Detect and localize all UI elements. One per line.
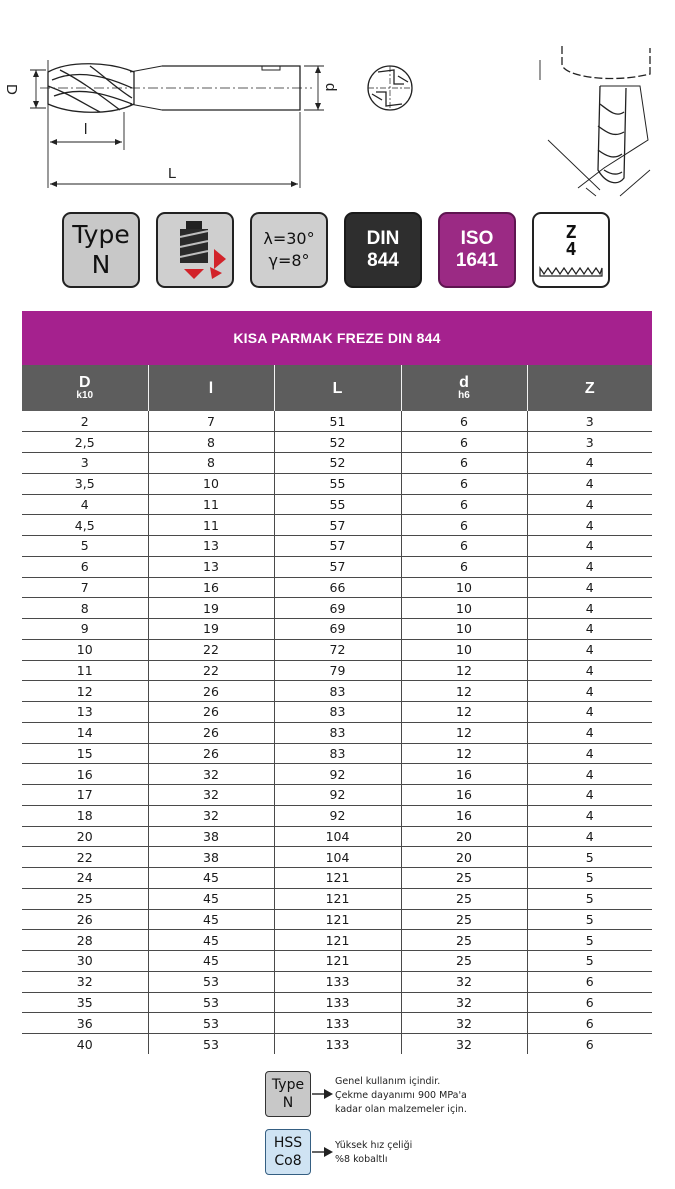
legend-arrow-icon (312, 1088, 334, 1100)
cell-L: 121 (274, 930, 401, 951)
teeth-badge-line1: Z (565, 222, 577, 243)
cell-D: 35 (22, 992, 148, 1013)
table-row (22, 577, 652, 598)
cell-D: 36 (22, 1013, 148, 1034)
cell-l: 38 (148, 826, 274, 847)
cell-d: 32 (401, 992, 527, 1013)
table-row (22, 1034, 652, 1055)
table-row (22, 453, 652, 474)
cell-d: 12 (401, 660, 527, 681)
cell-d: 32 (401, 1034, 527, 1055)
din-badge-line2: 844 (367, 250, 399, 271)
cell-d: 32 (401, 971, 527, 992)
cell-D: 11 (22, 660, 148, 681)
table-row (22, 494, 652, 515)
cell-Z: 6 (527, 971, 652, 992)
legend-type-n-badge (265, 1071, 311, 1117)
cell-d: 16 (401, 785, 527, 806)
cell-d: 6 (401, 515, 527, 536)
cutting-direction-icon (160, 217, 230, 283)
legend-type-line1: Type (271, 1077, 305, 1093)
cell-l: 13 (148, 536, 274, 557)
table-row (22, 702, 652, 723)
cell-D: 20 (22, 826, 148, 847)
cell-l: 53 (148, 1034, 274, 1055)
table-row (22, 868, 652, 889)
legend-type-line2: N (282, 1095, 294, 1111)
cell-d: 25 (401, 951, 527, 972)
cell-d: 20 (401, 847, 527, 868)
cell-d: 12 (401, 702, 527, 723)
cell-l: 26 (148, 681, 274, 702)
legend-hss-line1: HSS (273, 1135, 303, 1151)
legend-hss-co8-badge (265, 1129, 311, 1175)
cell-l: 16 (148, 577, 274, 598)
cell-L: 66 (274, 577, 401, 598)
cell-Z: 4 (527, 515, 652, 536)
table-row (22, 743, 652, 764)
cell-D: 4,5 (22, 515, 148, 536)
cell-l: 26 (148, 722, 274, 743)
iso-badge-line1: ISO (460, 228, 494, 249)
teeth-count-badge (532, 212, 610, 288)
rake-angle-label: γ=8° (268, 251, 310, 270)
cell-Z: 5 (527, 888, 652, 909)
cell-Z: 6 (527, 992, 652, 1013)
cell-L: 121 (274, 909, 401, 930)
col-header-Z: Z (527, 365, 652, 411)
cell-l: 53 (148, 992, 274, 1013)
cell-l: 45 (148, 909, 274, 930)
cell-Z: 5 (527, 951, 652, 972)
table-row (22, 909, 652, 930)
cell-Z: 4 (527, 826, 652, 847)
legend-hss-description: Yüksek hız çeliği %8 kobaltlı (335, 1140, 413, 1165)
legend-type-description: Genel kullanım içindir. Çekme dayanımı 900 MPa'a kadar olan malzemeler için. (335, 1076, 467, 1115)
cell-D: 25 (22, 888, 148, 909)
col-header-L: L (274, 365, 401, 411)
cell-Z: 4 (527, 743, 652, 764)
cell-d: 6 (401, 494, 527, 515)
table-row (22, 826, 652, 847)
cell-Z: 3 (527, 432, 652, 453)
cell-L: 69 (274, 598, 401, 619)
cell-d: 12 (401, 681, 527, 702)
table-row (22, 639, 652, 660)
cell-D: 40 (76, 1036, 93, 1052)
cell-Z: 4 (527, 494, 652, 515)
cell-d: 16 (401, 764, 527, 785)
cell-L: 55 (274, 494, 401, 515)
col-header-d: d h6 (401, 365, 527, 411)
cell-D: 18 (22, 805, 148, 826)
cell-L: 92 (274, 785, 401, 806)
cell-l: 8 (148, 453, 274, 474)
cell-D: 3,5 (22, 473, 148, 494)
cell-Z: 4 (527, 556, 652, 577)
table-title: KISA PARMAK FREZE DIN 844 (233, 330, 441, 346)
cell-D: 9 (22, 619, 148, 640)
table-row (22, 556, 652, 577)
cell-Z: 4 (527, 785, 652, 806)
cell-l: 22 (148, 639, 274, 660)
table-row (22, 785, 652, 806)
cell-Z: 4 (527, 577, 652, 598)
technical-drawing (0, 0, 675, 200)
end-mill-perspective-view (540, 46, 650, 196)
cell-L: 57 (274, 536, 401, 557)
cell-D: 5 (22, 536, 148, 557)
cell-D: 7 (22, 577, 148, 598)
type-badge-line2: N (91, 250, 111, 279)
cell-l: 7 (148, 411, 274, 432)
table-row (22, 536, 652, 557)
cell-l: 11 (148, 494, 274, 515)
cell-L: 57 (274, 556, 401, 577)
cell-D: 15 (22, 743, 148, 764)
cell-d: 6 (401, 432, 527, 453)
cell-Z: 3 (527, 411, 652, 432)
din-844-badge (344, 212, 422, 288)
cell-D: 16 (22, 764, 148, 785)
cell-L: 55 (274, 473, 401, 494)
cell-d: 25 (401, 888, 527, 909)
end-mill-end-view (368, 66, 412, 110)
cell-D: 22 (22, 847, 148, 868)
cell-Z: 4 (527, 473, 652, 494)
cell-D: 12 (22, 681, 148, 702)
table-row (22, 930, 652, 951)
table-row (22, 951, 652, 972)
legend-arrow-icon (312, 1146, 334, 1158)
cell-L: 83 (274, 722, 401, 743)
cell-L: 92 (274, 764, 401, 785)
cell-D: 28 (22, 930, 148, 951)
dim-label-D: D (3, 84, 20, 95)
cell-L: 121 (274, 868, 401, 889)
cell-L: 133 (274, 971, 401, 992)
table-row (22, 888, 652, 909)
cell-l: 10 (148, 473, 274, 494)
cell-D: 26 (22, 909, 148, 930)
col-header-l: l (148, 365, 274, 411)
spec-table (22, 365, 652, 1054)
cell-L: 133 (274, 1034, 401, 1055)
dim-label-L: L (168, 165, 177, 182)
cell-l: 32 (148, 785, 274, 806)
type-badge-line1: Type (72, 220, 130, 249)
dimension-lines (30, 60, 324, 188)
cell-d: 10 (401, 598, 527, 619)
cell-d: 20 (401, 826, 527, 847)
cell-D: 8 (22, 598, 148, 619)
cell-l: 32 (148, 805, 274, 826)
cutting-direction-badge (156, 212, 234, 288)
cell-D: 32 (22, 971, 148, 992)
cell-d: 6 (401, 453, 527, 474)
cell-D: 2,5 (22, 432, 148, 453)
cell-l: 19 (148, 598, 274, 619)
teeth-badge-line2: 4 (565, 239, 577, 260)
cell-L: 79 (274, 660, 401, 681)
cell-L: 92 (274, 805, 401, 826)
dim-label-d: d (322, 83, 339, 92)
cell-Z: 4 (527, 764, 652, 785)
cell-d: 12 (401, 743, 527, 764)
cell-L: 133 (274, 1013, 401, 1034)
cell-L: 51 (274, 411, 401, 432)
cell-l: 26 (148, 743, 274, 764)
cell-Z: 5 (527, 847, 652, 868)
cell-l: 32 (148, 764, 274, 785)
table-row (22, 992, 652, 1013)
cell-Z: 6 (527, 1013, 652, 1034)
cell-L: 104 (274, 826, 401, 847)
table-row (22, 411, 652, 432)
cell-l: 45 (148, 888, 274, 909)
cell-Z: 5 (527, 909, 652, 930)
cell-D: 14 (22, 722, 148, 743)
table-row (22, 1013, 652, 1034)
cell-l: 53 (148, 971, 274, 992)
cell-d: 10 (401, 577, 527, 598)
cell-L: 104 (274, 847, 401, 868)
helix-rake-angle-badge (250, 212, 328, 288)
cell-L: 72 (274, 639, 401, 660)
cell-l: 26 (148, 702, 274, 723)
cell-D: 13 (22, 702, 148, 723)
cell-Z: 4 (527, 453, 652, 474)
table-title-bar (22, 311, 652, 365)
cell-Z: 5 (527, 868, 652, 889)
cell-l: 45 (148, 868, 274, 889)
table-row (22, 660, 652, 681)
legend-hss-line2: Co8 (274, 1153, 302, 1169)
cell-l: 13 (148, 556, 274, 577)
cell-l: 45 (148, 930, 274, 951)
cell-Z: 4 (527, 536, 652, 557)
type-n-badge (62, 212, 140, 288)
cell-Z: 4 (527, 681, 652, 702)
cell-d: 12 (401, 722, 527, 743)
cell-L: 121 (274, 888, 401, 909)
cell-Z: 4 (527, 805, 652, 826)
cell-d: 10 (401, 639, 527, 660)
cell-d: 6 (401, 473, 527, 494)
table-row (22, 971, 652, 992)
table-row (22, 432, 652, 453)
cell-Z: 4 (527, 619, 652, 640)
cell-d: 10 (401, 619, 527, 640)
cell-d: 32 (401, 1013, 527, 1034)
cell-L: 52 (274, 453, 401, 474)
cell-Z: 5 (527, 930, 652, 951)
cell-D: 24 (22, 868, 148, 889)
cell-d: 25 (401, 868, 527, 889)
cell-d: 6 (401, 556, 527, 577)
table-row (22, 722, 652, 743)
cell-L: 57 (274, 515, 401, 536)
cell-l: 22 (148, 660, 274, 681)
cell-D: 6 (22, 556, 148, 577)
cell-l: 53 (148, 1013, 274, 1034)
cell-l: 38 (148, 847, 274, 868)
end-mill-side-view (40, 64, 312, 113)
table-row (22, 764, 652, 785)
cell-d: 6 (401, 411, 527, 432)
cell-L: 83 (274, 702, 401, 723)
cell-D: 17 (22, 785, 148, 806)
table-row (22, 515, 652, 536)
cell-d: 6 (401, 536, 527, 557)
cell-D: 3 (22, 453, 148, 474)
cell-L: 69 (274, 619, 401, 640)
cell-Z: 6 (527, 1034, 652, 1055)
table-row (22, 681, 652, 702)
cell-d: 16 (401, 805, 527, 826)
cell-D: 10 (22, 639, 148, 660)
cell-Z: 4 (527, 598, 652, 619)
cell-Z: 4 (527, 660, 652, 681)
table-row (22, 805, 652, 826)
table-row (22, 847, 652, 868)
din-badge-line1: DIN (366, 228, 400, 249)
table-row (22, 473, 652, 494)
cell-l: 8 (148, 432, 274, 453)
iso-badge-line2: 1641 (455, 250, 499, 271)
iso-1641-badge (438, 212, 516, 288)
cell-L: 121 (274, 951, 401, 972)
cell-Z: 4 (527, 722, 652, 743)
cell-l: 11 (148, 515, 274, 536)
cell-L: 133 (274, 992, 401, 1013)
cell-Z: 4 (527, 639, 652, 660)
dim-label-l: l (84, 121, 88, 138)
cell-L: 83 (274, 681, 401, 702)
helix-angle-label: λ=30° (263, 229, 315, 248)
cell-Z: 4 (527, 702, 652, 723)
cell-l: 45 (148, 951, 274, 972)
cell-D: 4 (22, 494, 148, 515)
table-row (22, 619, 652, 640)
cell-D: 2 (22, 411, 148, 432)
table-header-row (22, 365, 652, 411)
teeth-zigzag-icon (538, 264, 604, 278)
cell-l: 19 (148, 619, 274, 640)
table-row (22, 598, 652, 619)
dimension-arrows (33, 66, 321, 187)
cell-d: 25 (401, 909, 527, 930)
cell-D: 30 (22, 951, 148, 972)
cell-d: 25 (401, 930, 527, 951)
col-header-D: D k10 (22, 365, 148, 411)
cell-L: 83 (274, 743, 401, 764)
table-body (22, 411, 652, 1054)
cell-L: 52 (274, 432, 401, 453)
